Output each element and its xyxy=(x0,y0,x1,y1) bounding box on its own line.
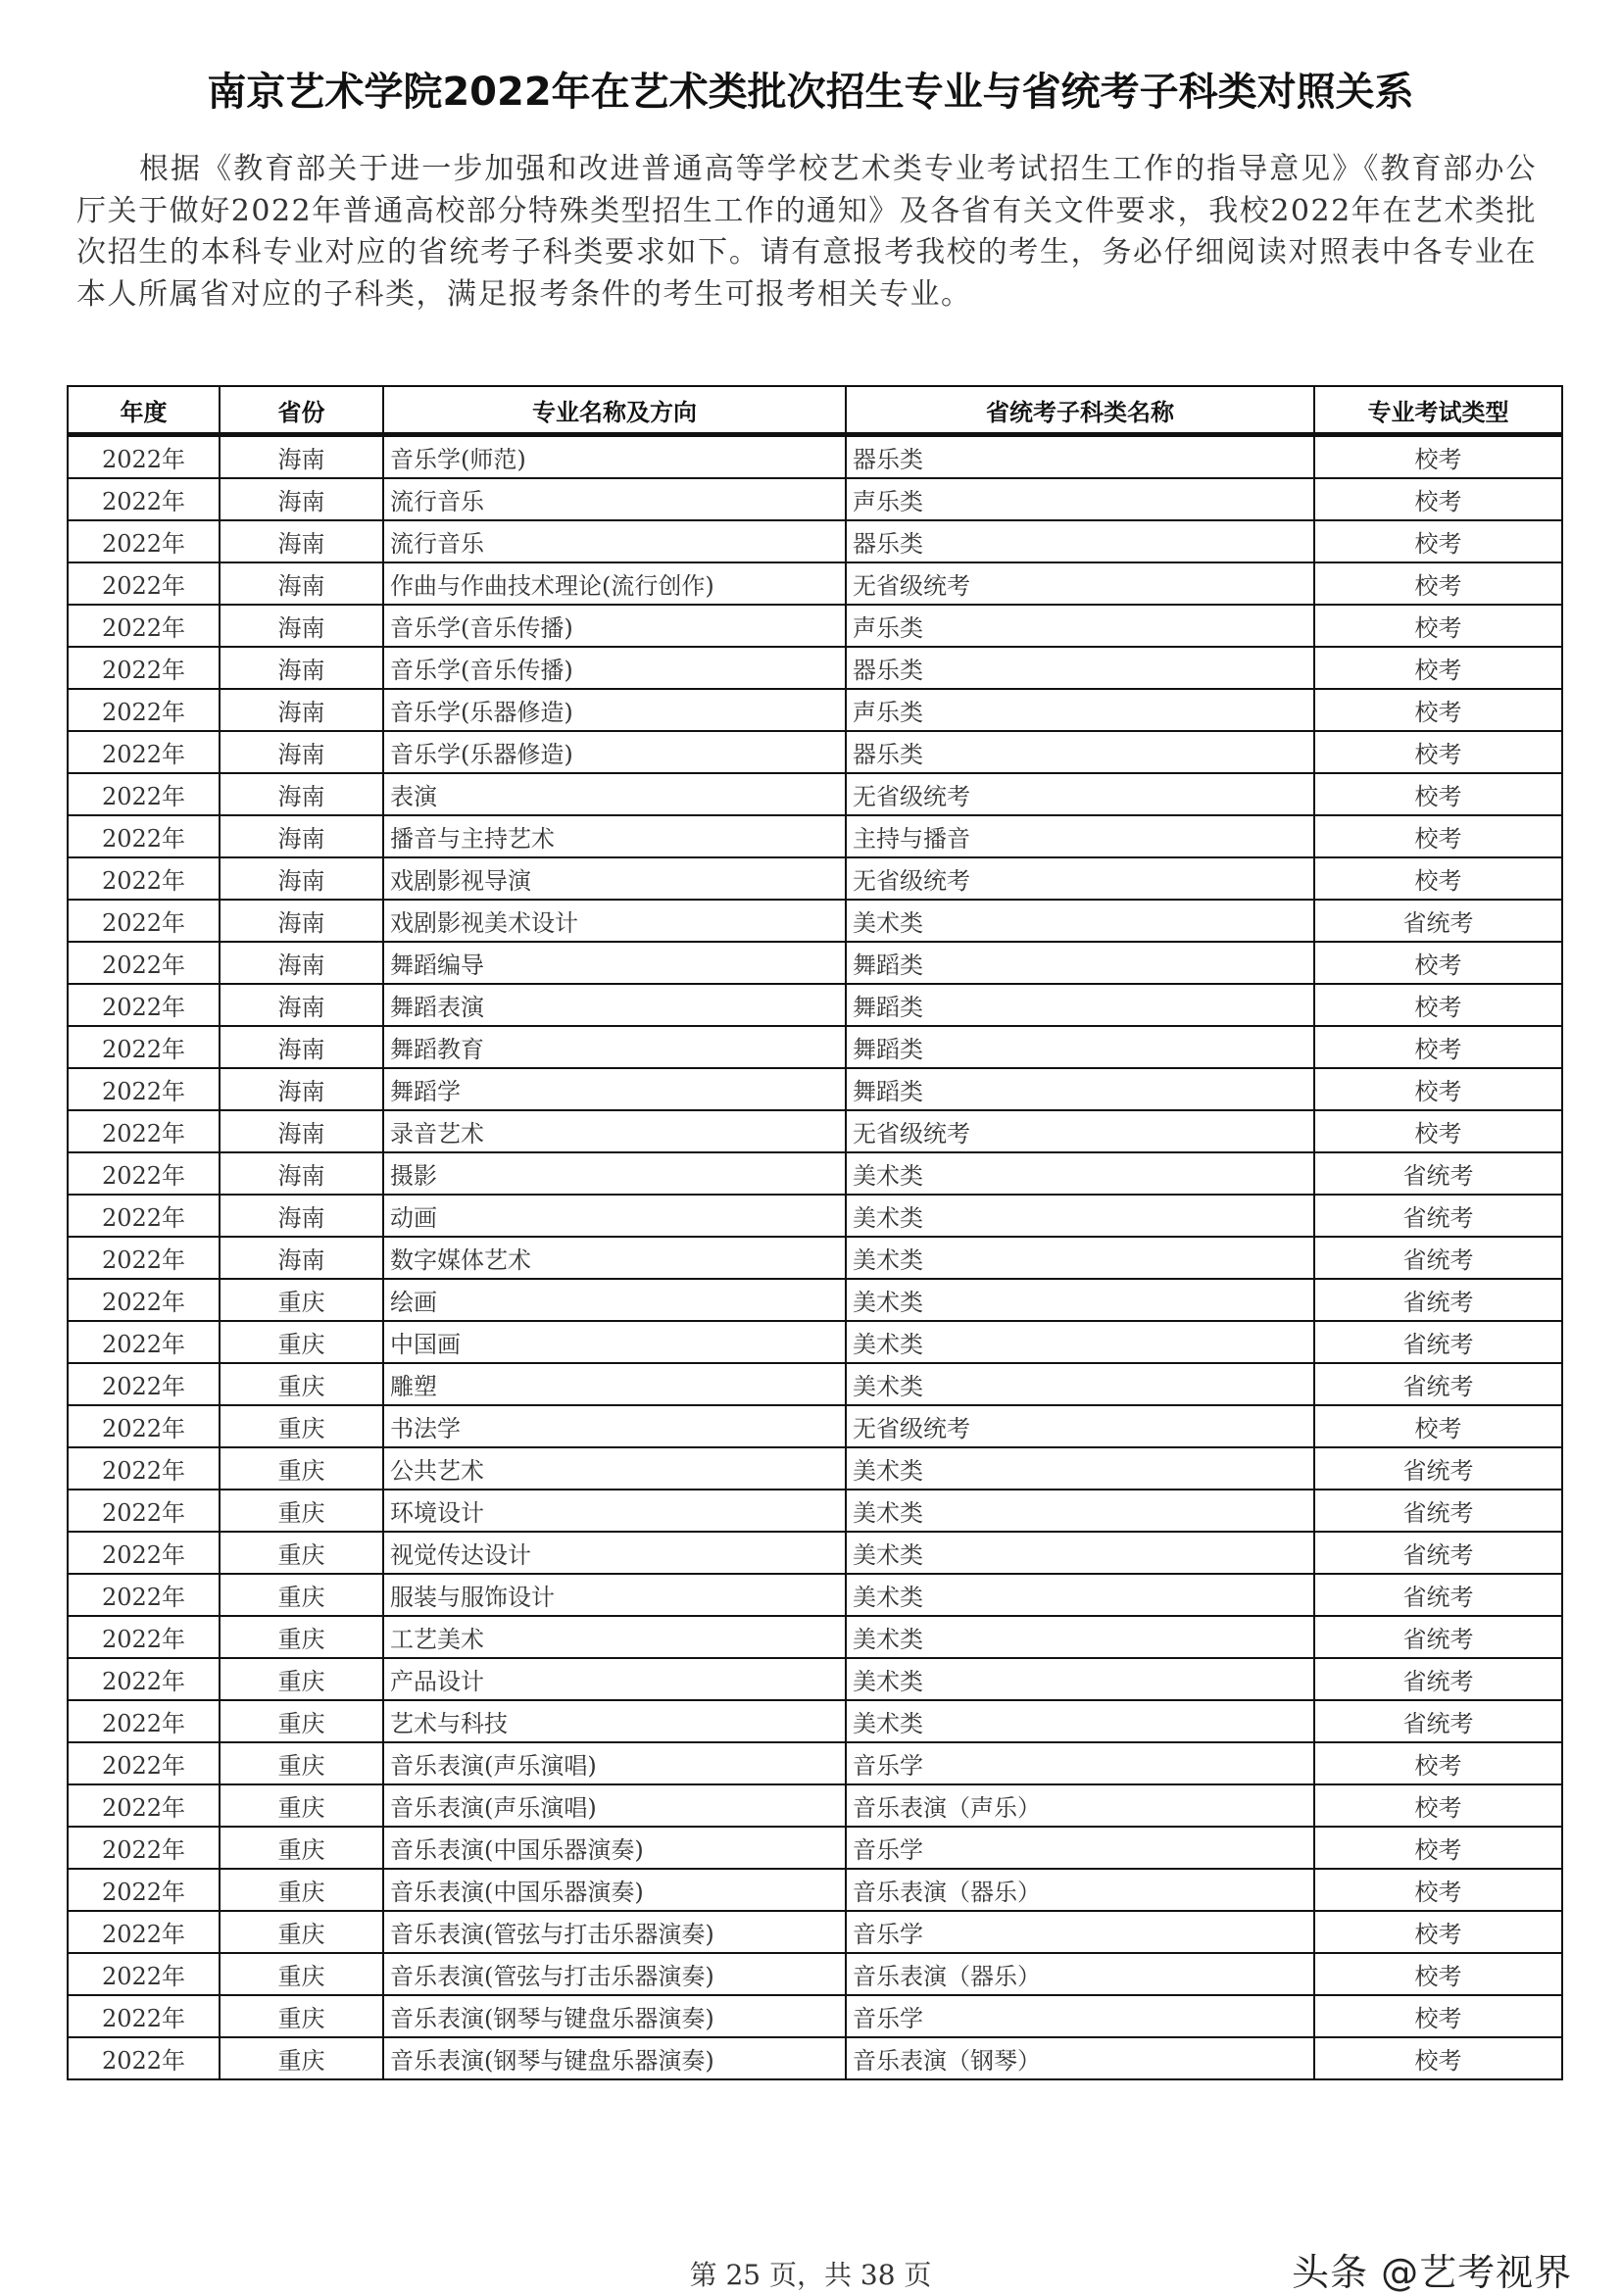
cell-year: 2022年 xyxy=(68,1616,220,1658)
cell-exam-type: 校考 xyxy=(1314,942,1562,984)
watermark: 头条 @艺考视界 xyxy=(1292,2251,1573,2294)
cell-major: 音乐学(师范) xyxy=(383,435,846,479)
cell-subcategory: 美术类 xyxy=(846,1700,1314,1742)
table-row xyxy=(68,478,1562,520)
cell-subcategory: 无省级统考 xyxy=(846,1405,1314,1447)
table-row xyxy=(68,1447,1562,1490)
cell-major: 音乐学(乐器修造) xyxy=(383,731,846,773)
cell-year: 2022年 xyxy=(68,2037,220,2079)
cell-year: 2022年 xyxy=(68,900,220,942)
cell-major: 服装与服饰设计 xyxy=(383,1574,846,1616)
cell-province: 海南 xyxy=(220,1068,383,1110)
table-row xyxy=(68,1911,1562,1953)
cell-year: 2022年 xyxy=(68,1658,220,1700)
table-row xyxy=(68,984,1562,1026)
cell-major: 公共艺术 xyxy=(383,1447,846,1490)
cell-year: 2022年 xyxy=(68,562,220,605)
cell-major: 数字媒体艺术 xyxy=(383,1237,846,1279)
cell-year: 2022年 xyxy=(68,857,220,900)
cell-major: 工艺美术 xyxy=(383,1616,846,1658)
cell-major: 舞蹈编导 xyxy=(383,942,846,984)
cell-year: 2022年 xyxy=(68,984,220,1026)
cell-subcategory: 无省级统考 xyxy=(846,857,1314,900)
cell-exam-type: 省统考 xyxy=(1314,1447,1562,1490)
cell-year: 2022年 xyxy=(68,605,220,647)
cell-major: 音乐表演(管弦与打击乐器演奏) xyxy=(383,1911,846,1953)
header-exam-type: 专业考试类型 xyxy=(1314,386,1562,435)
cell-province: 海南 xyxy=(220,815,383,857)
cell-year: 2022年 xyxy=(68,1700,220,1742)
cell-subcategory: 美术类 xyxy=(846,1237,1314,1279)
cell-province: 重庆 xyxy=(220,1911,383,1953)
cell-province: 海南 xyxy=(220,520,383,562)
table-row xyxy=(68,1700,1562,1742)
cell-major: 音乐学(乐器修造) xyxy=(383,689,846,731)
cell-subcategory: 声乐类 xyxy=(846,478,1314,520)
cell-province: 重庆 xyxy=(220,1658,383,1700)
cell-exam-type: 校考 xyxy=(1314,773,1562,815)
cell-exam-type: 省统考 xyxy=(1314,1658,1562,1700)
cell-major: 音乐表演(中国乐器演奏) xyxy=(383,1827,846,1869)
cell-exam-type: 校考 xyxy=(1314,2037,1562,2079)
cell-year: 2022年 xyxy=(68,435,220,479)
cell-province: 海南 xyxy=(220,1195,383,1237)
cell-year: 2022年 xyxy=(68,1026,220,1068)
cell-year: 2022年 xyxy=(68,1195,220,1237)
cell-province: 海南 xyxy=(220,435,383,479)
table-row xyxy=(68,1784,1562,1827)
cell-province: 海南 xyxy=(220,731,383,773)
cell-province: 重庆 xyxy=(220,1700,383,1742)
cell-year: 2022年 xyxy=(68,1574,220,1616)
cell-exam-type: 省统考 xyxy=(1314,1321,1562,1363)
cell-exam-type: 校考 xyxy=(1314,1911,1562,1953)
cell-major: 流行音乐 xyxy=(383,478,846,520)
cell-subcategory: 美术类 xyxy=(846,1658,1314,1700)
cell-subcategory: 器乐类 xyxy=(846,647,1314,689)
cell-subcategory: 器乐类 xyxy=(846,731,1314,773)
cell-province: 重庆 xyxy=(220,1616,383,1658)
table-row xyxy=(68,1068,1562,1110)
cell-province: 重庆 xyxy=(220,1784,383,1827)
table-row xyxy=(68,942,1562,984)
cell-subcategory: 音乐表演（声乐） xyxy=(846,1784,1314,1827)
cell-subcategory: 美术类 xyxy=(846,900,1314,942)
table-row xyxy=(68,1152,1562,1195)
cell-province: 海南 xyxy=(220,984,383,1026)
cell-subcategory: 舞蹈类 xyxy=(846,942,1314,984)
cell-subcategory: 美术类 xyxy=(846,1447,1314,1490)
cell-subcategory: 美术类 xyxy=(846,1152,1314,1195)
cell-exam-type: 校考 xyxy=(1314,1068,1562,1110)
cell-province: 重庆 xyxy=(220,1574,383,1616)
cell-province: 海南 xyxy=(220,857,383,900)
cell-province: 重庆 xyxy=(220,1995,383,2037)
header-year: 年度 xyxy=(68,386,220,435)
table-row xyxy=(68,1953,1562,1995)
cell-year: 2022年 xyxy=(68,1953,220,1995)
cell-subcategory: 美术类 xyxy=(846,1279,1314,1321)
table-row xyxy=(68,1995,1562,2037)
cell-major: 戏剧影视美术设计 xyxy=(383,900,846,942)
cell-province: 重庆 xyxy=(220,1490,383,1532)
table-row xyxy=(68,1110,1562,1152)
cell-exam-type: 校考 xyxy=(1314,647,1562,689)
cell-exam-type: 省统考 xyxy=(1314,1363,1562,1405)
table-row xyxy=(68,1026,1562,1068)
cell-exam-type: 省统考 xyxy=(1314,1152,1562,1195)
cell-major: 播音与主持艺术 xyxy=(383,815,846,857)
cell-exam-type: 省统考 xyxy=(1314,1237,1562,1279)
cell-province: 重庆 xyxy=(220,2037,383,2079)
cell-province: 海南 xyxy=(220,689,383,731)
table-row xyxy=(68,1532,1562,1574)
cell-province: 重庆 xyxy=(220,1532,383,1574)
table-row xyxy=(68,1195,1562,1237)
cell-year: 2022年 xyxy=(68,1827,220,1869)
cell-exam-type: 校考 xyxy=(1314,984,1562,1026)
cell-major: 音乐表演(钢琴与键盘乐器演奏) xyxy=(383,2037,846,2079)
cell-major: 舞蹈表演 xyxy=(383,984,846,1026)
cell-exam-type: 校考 xyxy=(1314,1110,1562,1152)
cell-subcategory: 音乐表演（器乐） xyxy=(846,1953,1314,1995)
cell-year: 2022年 xyxy=(68,1742,220,1784)
document-title: 南京艺术学院2022年在艺术类批次招生专业与省统考子科类对照关系 xyxy=(207,70,1414,115)
table-row xyxy=(68,647,1562,689)
cell-major: 作曲与作曲技术理论(流行创作) xyxy=(383,562,846,605)
cell-province: 海南 xyxy=(220,942,383,984)
cell-province: 重庆 xyxy=(220,1321,383,1363)
cell-year: 2022年 xyxy=(68,815,220,857)
cell-major: 动画 xyxy=(383,1195,846,1237)
cell-province: 海南 xyxy=(220,1110,383,1152)
cell-subcategory: 美术类 xyxy=(846,1195,1314,1237)
cell-year: 2022年 xyxy=(68,1068,220,1110)
cell-year: 2022年 xyxy=(68,1911,220,1953)
major-mapping-table xyxy=(67,385,1563,2080)
cell-exam-type: 省统考 xyxy=(1314,1195,1562,1237)
table-row xyxy=(68,1827,1562,1869)
table-row xyxy=(68,2037,1562,2079)
cell-major: 绘画 xyxy=(383,1279,846,1321)
table-row xyxy=(68,605,1562,647)
intro-paragraph: 根据《教育部关于进一步加强和改进普通高等学校艺术类专业考试招生工作的指导意见》《教育部办公厅关于做好2022年普通高校部分特殊类型招生工作的通知》及各省有关文件要求，我校2022年在艺术类批次招生的本科专业对应的省统考子科类要求如下。请有意报考我校的考生，务必仔细阅读对照表中各专业在本人所属省对应的子科类，满足报考条件的考生可报考相关专业。 xyxy=(76,152,1537,312)
cell-year: 2022年 xyxy=(68,1447,220,1490)
table-row xyxy=(68,1321,1562,1363)
cell-exam-type: 省统考 xyxy=(1314,1490,1562,1532)
table-row xyxy=(68,520,1562,562)
cell-province: 重庆 xyxy=(220,1869,383,1911)
cell-subcategory: 音乐学 xyxy=(846,1742,1314,1784)
cell-exam-type: 校考 xyxy=(1314,435,1562,479)
cell-year: 2022年 xyxy=(68,1490,220,1532)
header-province: 省份 xyxy=(220,386,383,435)
cell-province: 重庆 xyxy=(220,1363,383,1405)
cell-year: 2022年 xyxy=(68,1279,220,1321)
cell-subcategory: 声乐类 xyxy=(846,689,1314,731)
cell-subcategory: 音乐表演（器乐） xyxy=(846,1869,1314,1911)
table-row xyxy=(68,1658,1562,1700)
table-row xyxy=(68,562,1562,605)
cell-exam-type: 校考 xyxy=(1314,731,1562,773)
cell-major: 音乐表演(中国乐器演奏) xyxy=(383,1869,846,1911)
cell-year: 2022年 xyxy=(68,1405,220,1447)
cell-exam-type: 省统考 xyxy=(1314,1532,1562,1574)
cell-subcategory: 美术类 xyxy=(846,1363,1314,1405)
cell-major: 艺术与科技 xyxy=(383,1700,846,1742)
cell-exam-type: 省统考 xyxy=(1314,1279,1562,1321)
page-number: 第 25 页，共 38 页 xyxy=(689,2259,932,2291)
cell-major: 音乐学(音乐传播) xyxy=(383,647,846,689)
cell-subcategory: 美术类 xyxy=(846,1616,1314,1658)
cell-subcategory: 音乐学 xyxy=(846,1995,1314,2037)
cell-major: 音乐表演(声乐演唱) xyxy=(383,1784,846,1827)
cell-exam-type: 校考 xyxy=(1314,478,1562,520)
cell-subcategory: 器乐类 xyxy=(846,520,1314,562)
cell-major: 音乐学(音乐传播) xyxy=(383,605,846,647)
cell-province: 重庆 xyxy=(220,1279,383,1321)
cell-subcategory: 无省级统考 xyxy=(846,562,1314,605)
cell-subcategory: 声乐类 xyxy=(846,605,1314,647)
cell-subcategory: 舞蹈类 xyxy=(846,1026,1314,1068)
table-row xyxy=(68,1405,1562,1447)
table-row xyxy=(68,1490,1562,1532)
cell-subcategory: 美术类 xyxy=(846,1490,1314,1532)
cell-year: 2022年 xyxy=(68,647,220,689)
cell-major: 摄影 xyxy=(383,1152,846,1195)
cell-province: 海南 xyxy=(220,647,383,689)
cell-major: 书法学 xyxy=(383,1405,846,1447)
cell-year: 2022年 xyxy=(68,1363,220,1405)
cell-major: 产品设计 xyxy=(383,1658,846,1700)
cell-subcategory: 音乐学 xyxy=(846,1827,1314,1869)
cell-year: 2022年 xyxy=(68,1995,220,2037)
table-row xyxy=(68,1279,1562,1321)
cell-major: 舞蹈学 xyxy=(383,1068,846,1110)
cell-year: 2022年 xyxy=(68,1532,220,1574)
cell-year: 2022年 xyxy=(68,1237,220,1279)
cell-exam-type: 省统考 xyxy=(1314,1616,1562,1658)
cell-major: 视觉传达设计 xyxy=(383,1532,846,1574)
cell-province: 海南 xyxy=(220,1152,383,1195)
cell-subcategory: 音乐表演（钢琴） xyxy=(846,2037,1314,2079)
cell-province: 海南 xyxy=(220,478,383,520)
cell-major: 音乐表演(声乐演唱) xyxy=(383,1742,846,1784)
table-row xyxy=(68,1742,1562,1784)
cell-subcategory: 器乐类 xyxy=(846,435,1314,479)
table-row xyxy=(68,689,1562,731)
cell-major: 雕塑 xyxy=(383,1363,846,1405)
cell-major: 表演 xyxy=(383,773,846,815)
table-header-row xyxy=(68,386,1562,435)
cell-exam-type: 校考 xyxy=(1314,857,1562,900)
cell-subcategory: 无省级统考 xyxy=(846,773,1314,815)
table-row xyxy=(68,900,1562,942)
cell-province: 海南 xyxy=(220,1237,383,1279)
cell-province: 重庆 xyxy=(220,1953,383,1995)
cell-exam-type: 校考 xyxy=(1314,605,1562,647)
cell-exam-type: 校考 xyxy=(1314,1869,1562,1911)
cell-subcategory: 美术类 xyxy=(846,1321,1314,1363)
table-row xyxy=(68,1616,1562,1658)
cell-province: 海南 xyxy=(220,900,383,942)
cell-exam-type: 校考 xyxy=(1314,520,1562,562)
cell-year: 2022年 xyxy=(68,1784,220,1827)
cell-year: 2022年 xyxy=(68,1152,220,1195)
cell-province: 海南 xyxy=(220,605,383,647)
cell-major: 环境设计 xyxy=(383,1490,846,1532)
cell-major: 流行音乐 xyxy=(383,520,846,562)
cell-major: 音乐表演(管弦与打击乐器演奏) xyxy=(383,1953,846,1995)
header-subcategory: 省统考子科类名称 xyxy=(846,386,1314,435)
cell-major: 中国画 xyxy=(383,1321,846,1363)
cell-major: 舞蹈教育 xyxy=(383,1026,846,1068)
cell-subcategory: 无省级统考 xyxy=(846,1110,1314,1152)
cell-exam-type: 校考 xyxy=(1314,1827,1562,1869)
cell-subcategory: 主持与播音 xyxy=(846,815,1314,857)
cell-province: 重庆 xyxy=(220,1827,383,1869)
cell-province: 海南 xyxy=(220,1026,383,1068)
table-row xyxy=(68,435,1562,479)
cell-province: 重庆 xyxy=(220,1405,383,1447)
cell-year: 2022年 xyxy=(68,731,220,773)
cell-year: 2022年 xyxy=(68,1110,220,1152)
header-major: 专业名称及方向 xyxy=(383,386,846,435)
cell-subcategory: 美术类 xyxy=(846,1574,1314,1616)
cell-year: 2022年 xyxy=(68,773,220,815)
cell-province: 海南 xyxy=(220,562,383,605)
table-row xyxy=(68,857,1562,900)
cell-exam-type: 校考 xyxy=(1314,1026,1562,1068)
cell-exam-type: 校考 xyxy=(1314,1953,1562,1995)
table-row xyxy=(68,1869,1562,1911)
cell-exam-type: 校考 xyxy=(1314,562,1562,605)
cell-exam-type: 省统考 xyxy=(1314,900,1562,942)
cell-subcategory: 音乐学 xyxy=(846,1911,1314,1953)
cell-exam-type: 校考 xyxy=(1314,815,1562,857)
cell-year: 2022年 xyxy=(68,520,220,562)
cell-subcategory: 舞蹈类 xyxy=(846,1068,1314,1110)
table-row xyxy=(68,1574,1562,1616)
cell-exam-type: 校考 xyxy=(1314,1784,1562,1827)
cell-province: 重庆 xyxy=(220,1742,383,1784)
cell-exam-type: 省统考 xyxy=(1314,1574,1562,1616)
cell-year: 2022年 xyxy=(68,689,220,731)
cell-province: 重庆 xyxy=(220,1447,383,1490)
cell-subcategory: 美术类 xyxy=(846,1532,1314,1574)
cell-year: 2022年 xyxy=(68,942,220,984)
cell-year: 2022年 xyxy=(68,1321,220,1363)
cell-exam-type: 校考 xyxy=(1314,1405,1562,1447)
cell-year: 2022年 xyxy=(68,1869,220,1911)
cell-major: 录音艺术 xyxy=(383,1110,846,1152)
cell-year: 2022年 xyxy=(68,478,220,520)
cell-exam-type: 校考 xyxy=(1314,1742,1562,1784)
table-row xyxy=(68,1363,1562,1405)
table-row xyxy=(68,773,1562,815)
cell-subcategory: 舞蹈类 xyxy=(846,984,1314,1026)
table-row xyxy=(68,1237,1562,1279)
table-row xyxy=(68,731,1562,773)
cell-province: 海南 xyxy=(220,773,383,815)
table-row xyxy=(68,815,1562,857)
cell-exam-type: 校考 xyxy=(1314,689,1562,731)
cell-major: 戏剧影视导演 xyxy=(383,857,846,900)
cell-exam-type: 省统考 xyxy=(1314,1700,1562,1742)
cell-exam-type: 校考 xyxy=(1314,1995,1562,2037)
cell-major: 音乐表演(钢琴与键盘乐器演奏) xyxy=(383,1995,846,2037)
